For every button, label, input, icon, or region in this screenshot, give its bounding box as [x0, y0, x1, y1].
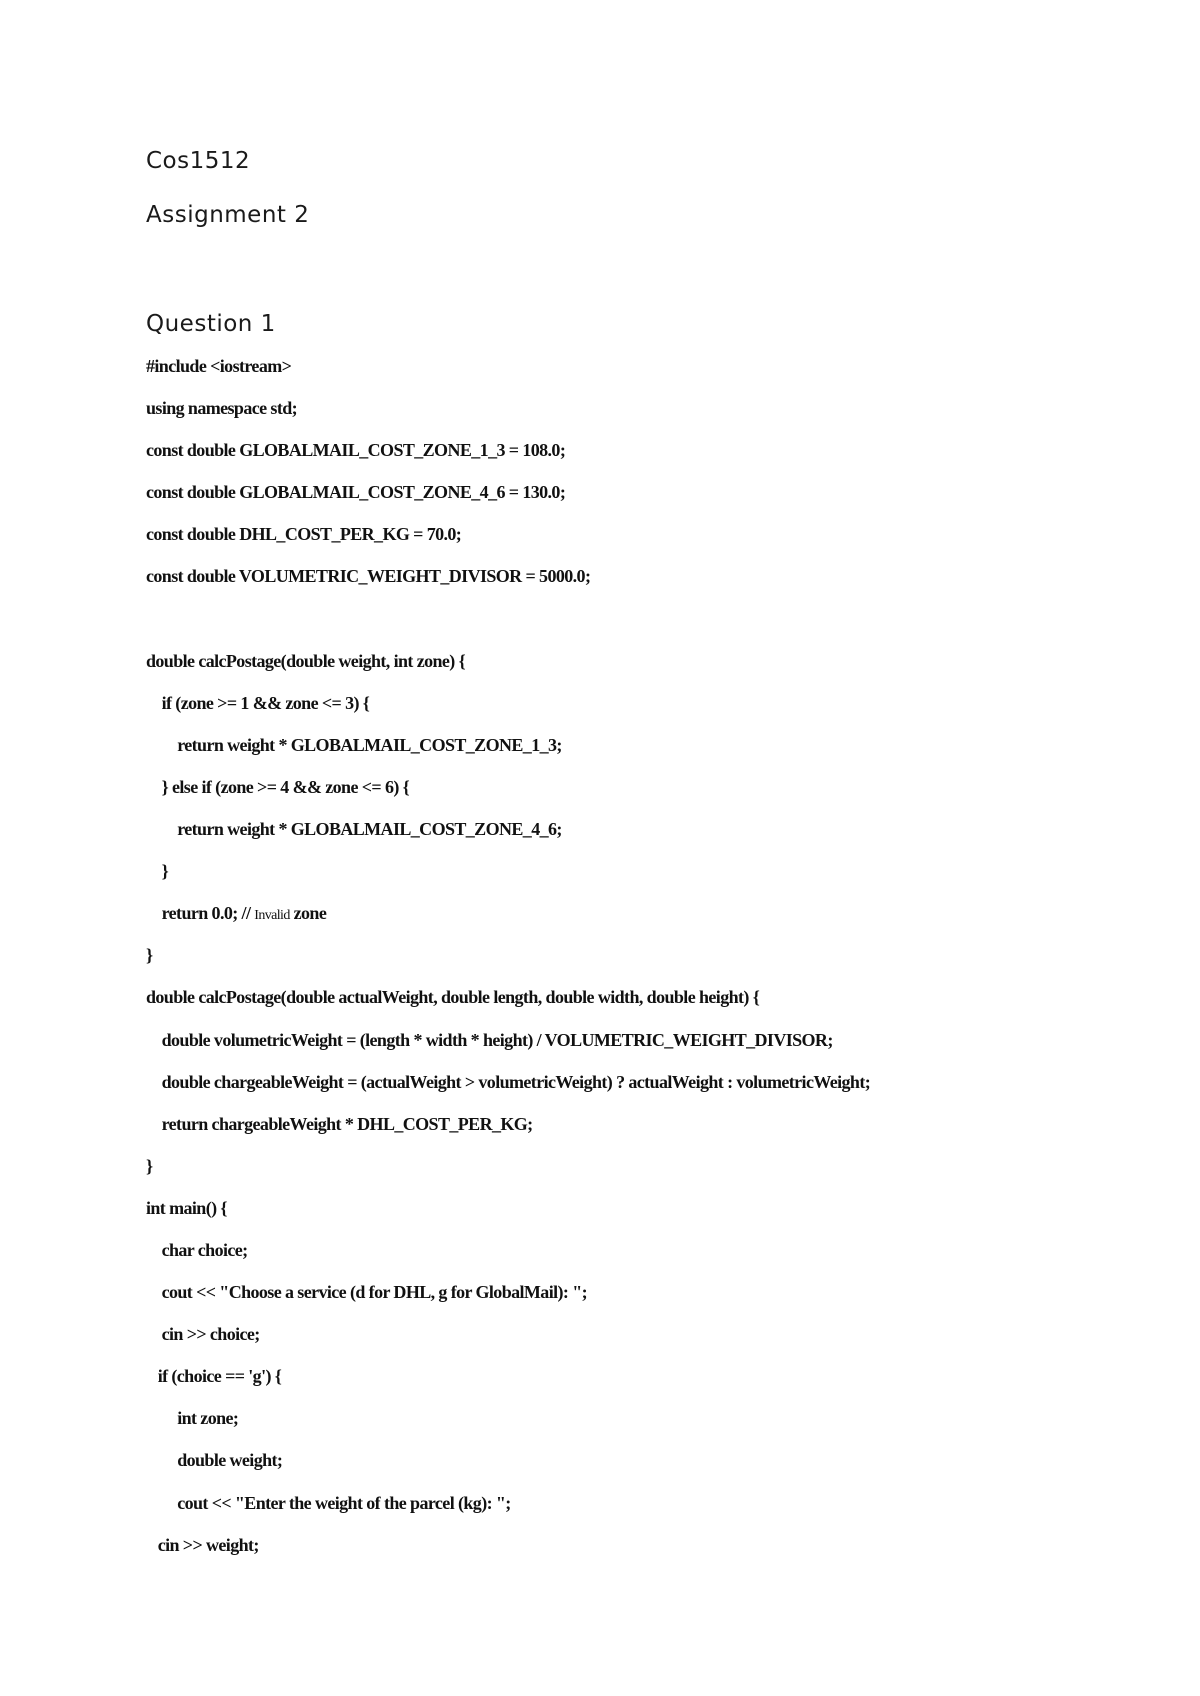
- code-line: #include <iostream>: [146, 356, 292, 376]
- code-line: return weight * GLOBALMAIL_COST_ZONE_1_3;: [146, 734, 562, 755]
- code-line: }: [146, 945, 153, 966]
- comment-word-small: Invalid: [254, 908, 290, 924]
- code-line-with-comment: [146, 892, 870, 934]
- code-line-blank: [146, 598, 870, 640]
- code-line: cin >> choice;: [146, 1324, 260, 1345]
- code-line: double weight;: [146, 1450, 283, 1471]
- code-line: cin >> weight;: [146, 1534, 259, 1555]
- code-line: const double DHL_COST_PER_KG = 70.0;: [146, 524, 462, 545]
- code-line: double chargeableWeight = (actualWeight > volumetricWeight) ? actualWeight : volumetricWeight;: [146, 1071, 871, 1092]
- code-line: return weight * GLOBALMAIL_COST_ZONE_4_6;: [146, 819, 562, 840]
- code-text: return 0.0; //: [146, 903, 255, 924]
- code-line: char choice;: [146, 1239, 248, 1260]
- code-line: int zone;: [146, 1408, 239, 1429]
- code-line: int main() {: [146, 1197, 227, 1218]
- question-heading: Question 1: [146, 311, 276, 337]
- assignment-title: Assignment 2: [146, 202, 310, 228]
- code-line: }: [146, 1155, 153, 1176]
- code-line: const double GLOBALMAIL_COST_ZONE_1_3 = 108.0;: [146, 440, 566, 461]
- code-line: double calcPostage(double actualWeight, double length, double width, double height) {: [146, 987, 760, 1008]
- code-listing: [146, 345, 870, 1566]
- comment-word: zone: [289, 903, 327, 924]
- code-line: const double GLOBALMAIL_COST_ZONE_4_6 = 130.0;: [146, 482, 566, 503]
- code-line: cout << "Choose a service (d for DHL, g for GlobalMail): ";: [146, 1282, 587, 1303]
- code-line: cout << "Enter the weight of the parcel (kg): ";: [146, 1492, 511, 1513]
- code-line: return chargeableWeight * DHL_COST_PER_KG;: [146, 1113, 533, 1134]
- code-line: } else if (zone >= 4 && zone <= 6) {: [146, 776, 410, 797]
- code-line: double volumetricWeight = (length * width * height) / VOLUMETRIC_WEIGHT_DIVISOR;: [146, 1029, 833, 1050]
- code-line: if (choice == 'g') {: [146, 1366, 282, 1387]
- code-line: using namespace std;: [146, 398, 298, 419]
- code-line: double calcPostage(double weight, int zone) {: [146, 650, 466, 671]
- code-line: const double VOLUMETRIC_WEIGHT_DIVISOR = 5000.0;: [146, 566, 591, 587]
- code-line: if (zone >= 1 && zone <= 3) {: [146, 692, 370, 713]
- course-code: Cos1512: [146, 148, 251, 174]
- code-line: }: [146, 861, 169, 882]
